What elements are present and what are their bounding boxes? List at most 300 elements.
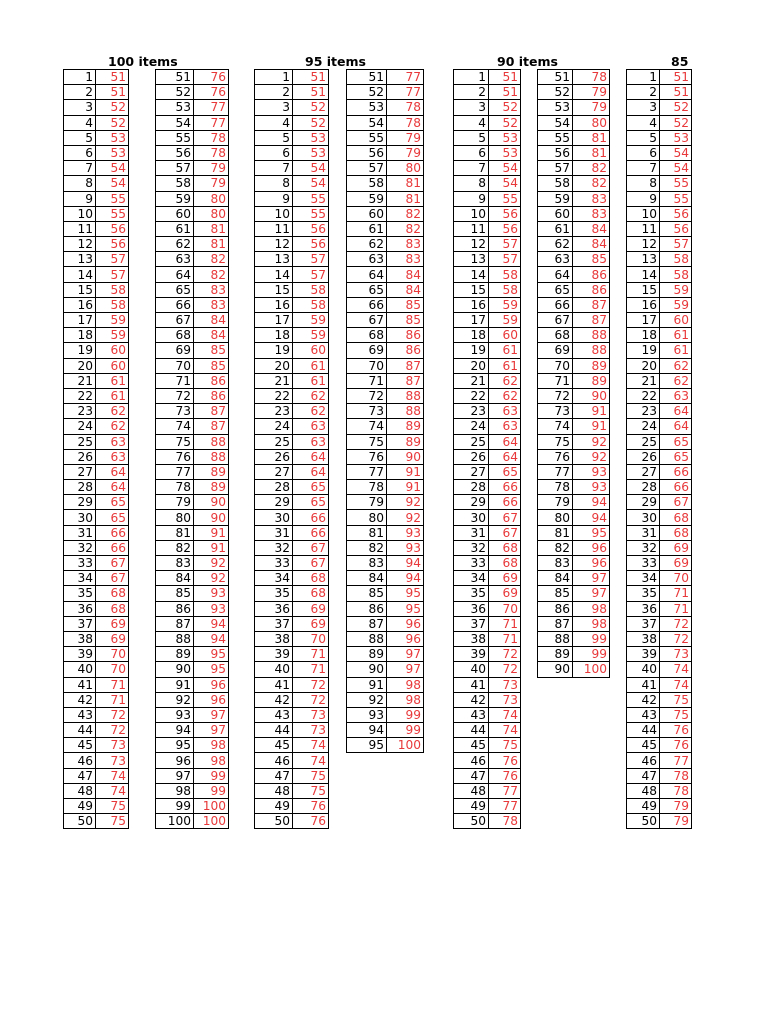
table-row	[156, 631, 229, 646]
score-cell: 89	[194, 464, 229, 479]
item-number-cell: 62	[347, 237, 387, 252]
item-number-cell: 21	[255, 373, 293, 388]
score-cell: 55	[293, 191, 329, 206]
item-number-cell: 48	[627, 783, 660, 798]
table-row	[454, 145, 521, 160]
item-number-cell: 84	[156, 571, 194, 586]
table-row	[538, 252, 610, 267]
score-cell: 53	[96, 130, 129, 145]
score-cell: 61	[660, 343, 692, 358]
score-cell: 57	[489, 252, 521, 267]
score-cell: 95	[573, 525, 610, 540]
table-row	[64, 282, 129, 297]
table-row	[347, 191, 424, 206]
item-number-cell: 43	[64, 707, 96, 722]
item-number-cell: 57	[347, 161, 387, 176]
score-cell: 74	[489, 723, 521, 738]
score-cell: 81	[194, 237, 229, 252]
item-number-cell: 51	[156, 70, 194, 85]
table-row	[347, 707, 424, 722]
table-100-items-part-1	[63, 69, 129, 829]
score-cell: 78	[194, 130, 229, 145]
table-row	[454, 586, 521, 601]
item-number-cell: 1	[627, 70, 660, 85]
table-row	[347, 510, 424, 525]
table-row	[454, 267, 521, 282]
item-number-cell: 76	[156, 449, 194, 464]
table-95-items-part-1	[254, 69, 329, 829]
item-number-cell: 16	[255, 297, 293, 312]
table-row	[627, 191, 692, 206]
score-cell: 89	[194, 480, 229, 495]
table-row	[454, 85, 521, 100]
item-number-cell: 64	[538, 267, 573, 282]
score-cell: 65	[96, 510, 129, 525]
item-number-cell: 6	[454, 145, 489, 160]
score-cell: 68	[660, 525, 692, 540]
score-cell: 57	[96, 252, 129, 267]
table-row	[347, 601, 424, 616]
table-row	[156, 221, 229, 236]
score-cell: 69	[96, 616, 129, 631]
table-row	[454, 449, 521, 464]
score-cell: 96	[573, 556, 610, 571]
table-row	[627, 297, 692, 312]
score-cell: 84	[194, 313, 229, 328]
score-cell: 56	[660, 206, 692, 221]
table-row	[347, 70, 424, 85]
item-number-cell: 56	[538, 145, 573, 160]
score-cell: 63	[293, 419, 329, 434]
table-row	[255, 297, 329, 312]
table-row	[255, 662, 329, 677]
table-row	[156, 768, 229, 783]
item-number-cell: 26	[627, 449, 660, 464]
header-100-items: 100 items	[108, 54, 178, 69]
item-number-cell: 70	[347, 358, 387, 373]
score-cell: 93	[387, 540, 424, 555]
score-cell: 75	[489, 738, 521, 753]
item-number-cell: 43	[255, 707, 293, 722]
table-row	[454, 510, 521, 525]
score-cell: 91	[573, 419, 610, 434]
item-number-cell: 53	[156, 100, 194, 115]
item-number-cell: 100	[156, 814, 194, 829]
table-row	[627, 70, 692, 85]
score-cell: 92	[387, 495, 424, 510]
score-cell: 55	[96, 206, 129, 221]
table-row	[627, 480, 692, 495]
item-number-cell: 86	[538, 601, 573, 616]
score-cell: 70	[293, 631, 329, 646]
table-row	[255, 799, 329, 814]
score-cell: 54	[660, 161, 692, 176]
table-row	[64, 161, 129, 176]
table-row	[255, 571, 329, 586]
score-cell: 85	[387, 313, 424, 328]
item-number-cell: 10	[64, 206, 96, 221]
score-cell: 79	[387, 145, 424, 160]
item-number-cell: 65	[156, 282, 194, 297]
item-number-cell: 13	[627, 252, 660, 267]
score-cell: 68	[293, 586, 329, 601]
item-number-cell: 17	[64, 313, 96, 328]
table-row	[156, 237, 229, 252]
item-number-cell: 32	[64, 540, 96, 555]
score-cell: 55	[96, 191, 129, 206]
table-row	[454, 631, 521, 646]
table-row	[64, 692, 129, 707]
score-cell: 77	[660, 753, 692, 768]
item-number-cell: 89	[538, 647, 573, 662]
score-cell: 57	[293, 252, 329, 267]
table-row	[255, 480, 329, 495]
table-row	[156, 328, 229, 343]
table-row	[64, 388, 129, 403]
item-number-cell: 2	[454, 85, 489, 100]
score-cell: 62	[293, 388, 329, 403]
score-cell: 71	[293, 647, 329, 662]
item-number-cell: 32	[627, 540, 660, 555]
table-row	[64, 571, 129, 586]
item-number-cell: 52	[538, 85, 573, 100]
score-cell: 72	[293, 677, 329, 692]
table-row	[255, 404, 329, 419]
score-cell: 98	[194, 753, 229, 768]
score-cell: 77	[194, 100, 229, 115]
item-number-cell: 71	[156, 373, 194, 388]
item-number-cell: 59	[347, 191, 387, 206]
table-row	[347, 145, 424, 160]
score-cell: 69	[489, 586, 521, 601]
table-row	[454, 252, 521, 267]
item-number-cell: 36	[627, 601, 660, 616]
table-row	[454, 814, 521, 829]
score-cell: 91	[194, 540, 229, 555]
table-row	[255, 206, 329, 221]
item-number-cell: 30	[64, 510, 96, 525]
table-row	[156, 753, 229, 768]
table-row	[156, 388, 229, 403]
table-row	[538, 191, 610, 206]
table-row	[627, 768, 692, 783]
score-cell: 96	[194, 677, 229, 692]
item-number-cell: 6	[627, 145, 660, 160]
score-cell: 88	[573, 343, 610, 358]
table-row	[627, 206, 692, 221]
item-number-cell: 13	[64, 252, 96, 267]
score-cell: 76	[293, 799, 329, 814]
item-number-cell: 23	[627, 404, 660, 419]
item-number-cell: 4	[255, 115, 293, 130]
score-cell: 59	[660, 297, 692, 312]
score-cell: 56	[293, 237, 329, 252]
table-row	[454, 434, 521, 449]
table-row	[64, 464, 129, 479]
table-row	[156, 647, 229, 662]
table-row	[347, 556, 424, 571]
score-cell: 62	[660, 358, 692, 373]
table-row	[156, 707, 229, 722]
item-number-cell: 61	[156, 221, 194, 236]
item-number-cell: 89	[156, 647, 194, 662]
item-number-cell: 53	[538, 100, 573, 115]
score-cell: 74	[660, 662, 692, 677]
item-number-cell: 88	[347, 631, 387, 646]
item-number-cell: 17	[627, 313, 660, 328]
table-row	[255, 419, 329, 434]
item-number-cell: 79	[538, 495, 573, 510]
item-number-cell: 65	[538, 282, 573, 297]
score-cell: 85	[194, 358, 229, 373]
score-cell: 76	[293, 814, 329, 829]
score-cell: 68	[96, 601, 129, 616]
item-number-cell: 46	[627, 753, 660, 768]
item-number-cell: 4	[64, 115, 96, 130]
score-cell: 92	[194, 571, 229, 586]
score-cell: 68	[489, 540, 521, 555]
item-number-cell: 37	[454, 616, 489, 631]
score-cell: 78	[194, 145, 229, 160]
item-number-cell: 1	[255, 70, 293, 85]
score-cell: 77	[489, 783, 521, 798]
table-row	[255, 677, 329, 692]
item-number-cell: 31	[627, 525, 660, 540]
item-number-cell: 62	[156, 237, 194, 252]
item-number-cell: 12	[454, 237, 489, 252]
score-cell: 51	[660, 70, 692, 85]
item-number-cell: 50	[454, 814, 489, 829]
score-cell: 75	[96, 814, 129, 829]
item-number-cell: 5	[454, 130, 489, 145]
score-cell: 86	[387, 328, 424, 343]
item-number-cell: 93	[347, 707, 387, 722]
item-number-cell: 8	[454, 176, 489, 191]
table-row	[627, 753, 692, 768]
table-row	[538, 176, 610, 191]
score-cell: 51	[96, 70, 129, 85]
item-number-cell: 2	[627, 85, 660, 100]
score-cell: 84	[194, 328, 229, 343]
table-row	[255, 100, 329, 115]
score-cell: 91	[387, 480, 424, 495]
score-cell: 92	[194, 556, 229, 571]
table-row	[255, 221, 329, 236]
table-row	[156, 358, 229, 373]
item-number-cell: 68	[347, 328, 387, 343]
item-number-cell: 64	[156, 267, 194, 282]
item-number-cell: 48	[454, 783, 489, 798]
item-number-cell: 84	[538, 571, 573, 586]
item-number-cell: 72	[347, 388, 387, 403]
item-number-cell: 11	[64, 221, 96, 236]
item-number-cell: 66	[538, 297, 573, 312]
table-row	[156, 206, 229, 221]
item-number-cell: 27	[64, 464, 96, 479]
table-row	[156, 85, 229, 100]
table-row	[347, 206, 424, 221]
item-number-cell: 63	[347, 252, 387, 267]
item-number-cell: 41	[64, 677, 96, 692]
item-number-cell: 58	[347, 176, 387, 191]
table-row	[454, 115, 521, 130]
table-row	[255, 328, 329, 343]
score-cell: 52	[293, 100, 329, 115]
item-number-cell: 33	[64, 556, 96, 571]
item-number-cell: 45	[255, 738, 293, 753]
item-number-cell: 3	[255, 100, 293, 115]
table-row	[255, 343, 329, 358]
item-number-cell: 77	[347, 464, 387, 479]
table-row	[627, 662, 692, 677]
item-number-cell: 53	[347, 100, 387, 115]
score-cell: 94	[573, 510, 610, 525]
table-row	[454, 282, 521, 297]
score-cell: 58	[660, 252, 692, 267]
score-cell: 79	[387, 130, 424, 145]
score-cell: 92	[573, 449, 610, 464]
item-number-cell: 61	[538, 221, 573, 236]
table-row	[454, 404, 521, 419]
item-number-cell: 25	[627, 434, 660, 449]
score-cell: 83	[194, 297, 229, 312]
score-cell: 67	[293, 556, 329, 571]
table-row	[255, 358, 329, 373]
score-cell: 56	[660, 221, 692, 236]
item-number-cell: 75	[156, 434, 194, 449]
table-row	[156, 525, 229, 540]
table-row	[627, 631, 692, 646]
score-cell: 72	[96, 707, 129, 722]
score-cell: 93	[573, 464, 610, 479]
item-number-cell: 1	[454, 70, 489, 85]
item-number-cell: 69	[538, 343, 573, 358]
item-number-cell: 67	[347, 313, 387, 328]
table-row	[538, 237, 610, 252]
table-row	[255, 586, 329, 601]
item-number-cell: 69	[347, 343, 387, 358]
score-cell: 63	[96, 434, 129, 449]
table-95-items-part-2	[346, 69, 424, 753]
item-number-cell: 90	[538, 662, 573, 677]
table-row	[255, 768, 329, 783]
item-number-cell: 34	[255, 571, 293, 586]
table-row	[538, 464, 610, 479]
table-row	[538, 571, 610, 586]
table-row	[347, 480, 424, 495]
score-cell: 67	[489, 525, 521, 540]
score-cell: 61	[660, 328, 692, 343]
item-number-cell: 22	[255, 388, 293, 403]
score-cell: 73	[293, 707, 329, 722]
table-row	[347, 738, 424, 753]
table-row	[255, 373, 329, 388]
table-row	[454, 297, 521, 312]
score-cell: 62	[489, 388, 521, 403]
table-row	[255, 237, 329, 252]
score-cell: 73	[96, 753, 129, 768]
item-number-cell: 43	[454, 707, 489, 722]
score-cell: 67	[293, 540, 329, 555]
score-cell: 62	[660, 373, 692, 388]
score-cell: 86	[573, 282, 610, 297]
item-number-cell: 94	[347, 723, 387, 738]
item-number-cell: 85	[347, 586, 387, 601]
item-number-cell: 73	[347, 404, 387, 419]
item-number-cell: 7	[255, 161, 293, 176]
score-cell: 81	[194, 221, 229, 236]
score-cell: 80	[194, 191, 229, 206]
table-row	[627, 388, 692, 403]
score-cell: 85	[387, 297, 424, 312]
table-row	[627, 434, 692, 449]
item-number-cell: 24	[255, 419, 293, 434]
score-cell: 78	[660, 783, 692, 798]
item-number-cell: 20	[627, 358, 660, 373]
score-cell: 74	[293, 738, 329, 753]
table-row	[64, 130, 129, 145]
table-row	[156, 267, 229, 282]
table-row	[454, 601, 521, 616]
item-number-cell: 64	[347, 267, 387, 282]
item-number-cell: 30	[454, 510, 489, 525]
table-row	[538, 267, 610, 282]
score-cell: 83	[387, 237, 424, 252]
item-number-cell: 5	[255, 130, 293, 145]
item-number-cell: 56	[156, 145, 194, 160]
item-number-cell: 29	[454, 495, 489, 510]
table-row	[156, 297, 229, 312]
score-cell: 77	[387, 70, 424, 85]
score-cell: 58	[489, 267, 521, 282]
table-row	[64, 783, 129, 798]
table-row	[255, 631, 329, 646]
item-number-cell: 28	[454, 480, 489, 495]
item-number-cell: 32	[454, 540, 489, 555]
table-row	[255, 161, 329, 176]
score-cell: 71	[489, 631, 521, 646]
score-cell: 52	[489, 115, 521, 130]
score-cell: 82	[194, 252, 229, 267]
item-number-cell: 5	[64, 130, 96, 145]
item-number-cell: 18	[627, 328, 660, 343]
item-number-cell: 66	[347, 297, 387, 312]
score-cell: 66	[96, 540, 129, 555]
item-number-cell: 89	[347, 647, 387, 662]
table-row	[454, 495, 521, 510]
item-number-cell: 42	[627, 692, 660, 707]
table-row	[538, 480, 610, 495]
score-cell: 64	[489, 449, 521, 464]
table-row	[347, 328, 424, 343]
score-cell: 99	[573, 647, 610, 662]
item-number-cell: 87	[538, 616, 573, 631]
table-row	[538, 419, 610, 434]
item-number-cell: 36	[64, 601, 96, 616]
score-cell: 96	[387, 631, 424, 646]
score-cell: 60	[96, 343, 129, 358]
table-row	[538, 449, 610, 464]
table-row	[627, 707, 692, 722]
score-cell: 65	[660, 434, 692, 449]
score-cell: 65	[489, 464, 521, 479]
table-row	[627, 692, 692, 707]
score-cell: 52	[660, 115, 692, 130]
item-number-cell: 27	[627, 464, 660, 479]
score-cell: 95	[387, 586, 424, 601]
score-cell: 52	[489, 100, 521, 115]
item-number-cell: 80	[156, 510, 194, 525]
